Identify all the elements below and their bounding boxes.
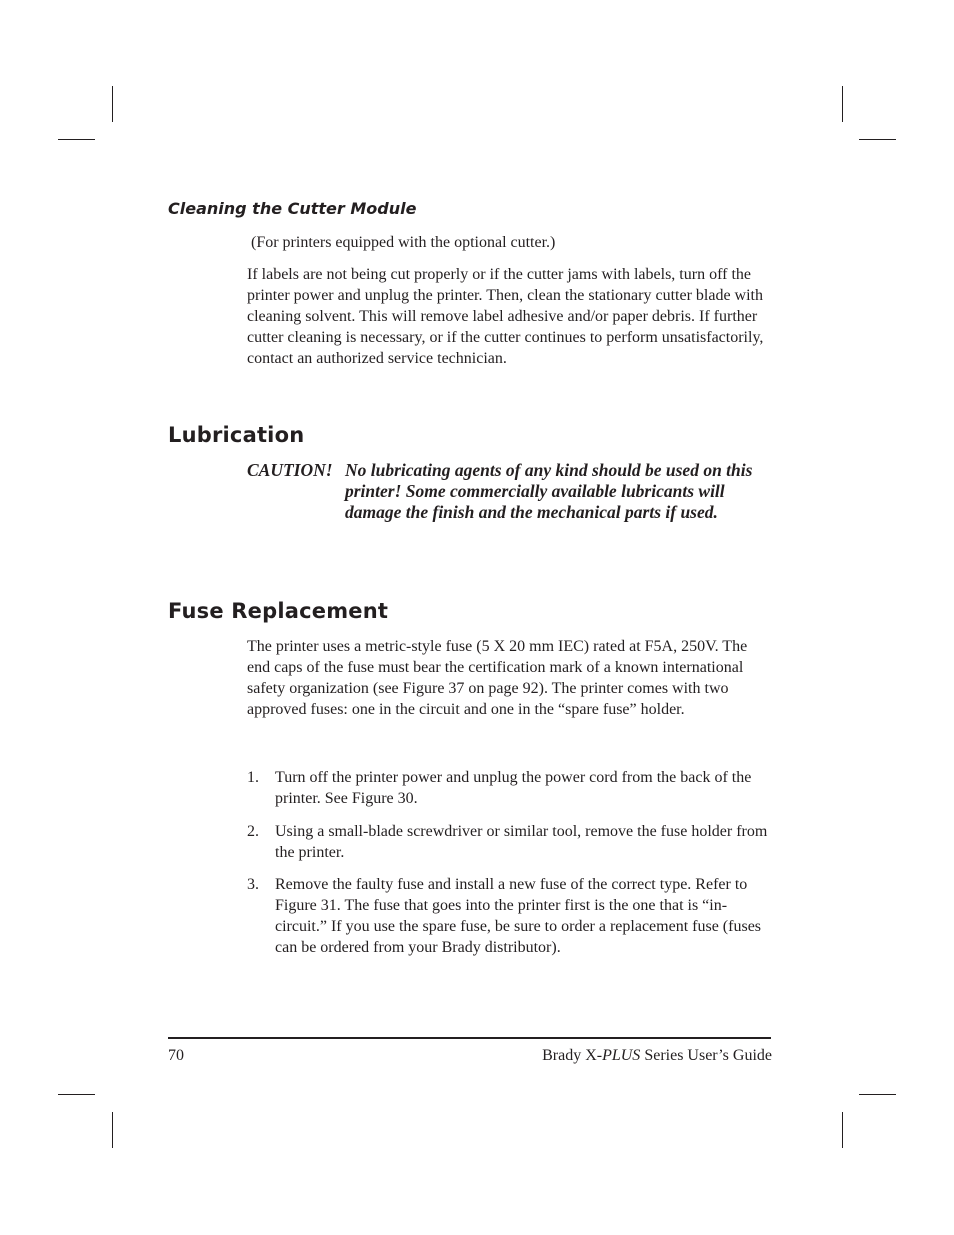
list-item-number: 3.	[247, 876, 259, 893]
guide-title-plus: PLUS	[602, 1047, 641, 1064]
crop-mark-bottom-right-vertical	[842, 1112, 843, 1148]
list-item-text: Remove the faulty fuse and install a new fuse of the correct type. Refer to Figure 31. The fuse that goes into the printer first is the one that is “in-circuit.” If you use the spare fuse, be sure to order a replacement fuse (fuses can be ordered from your Brady distributor).	[275, 876, 762, 956]
crop-mark-top-right-horizontal	[859, 139, 896, 140]
caution-block	[247, 460, 772, 523]
crop-mark-bottom-left-vertical	[112, 1112, 113, 1148]
list-item	[247, 767, 772, 809]
crop-mark-bottom-left-horizontal	[58, 1094, 95, 1095]
cutter-body: If labels are not being cut properly or if the cutter jams with labels, turn off the printer power and unplug the printer. Then, clean the stationary cutter blade with cleaning solvent. This will remove label adhesive and/or paper debris. If further cutter cleaning is necessary, or if the cutter continues to perform unsatisfactorily, contact an authorized service technician.	[247, 266, 764, 367]
guide-title-prefix: Brady X-	[542, 1047, 603, 1064]
caution-label: CAUTION!	[247, 460, 333, 480]
crop-mark-top-right-vertical	[842, 86, 843, 122]
crop-mark-bottom-right-horizontal	[859, 1094, 896, 1095]
list-item	[247, 874, 772, 958]
list-item	[247, 821, 772, 863]
fuse-heading: Fuse Replacement	[168, 599, 389, 623]
cutter-note: (For printers equipped with the optional cutter.)	[247, 234, 556, 251]
caution-text: No lubricating agents of any kind should be used on this printer! Some commercially available lubricants will damage the finish and the mechanical parts if used.	[345, 460, 753, 522]
crop-mark-top-left-horizontal	[58, 139, 95, 140]
cutter-heading: Cleaning the Cutter Module	[168, 199, 417, 218]
guide-title-suffix: Series User’s Guide	[640, 1047, 772, 1064]
list-item-number: 1.	[247, 769, 259, 786]
guide-title	[542, 1045, 772, 1066]
list-item-text: Turn off the printer power and unplug the power cord from the back of the printer. See Figure 30.	[275, 769, 752, 807]
fuse-body: The printer uses a metric-style fuse (5 X 20 mm IEC) rated at F5A, 250V. The end caps of the fuse must bear the certification mark of a known international safety organization (see Figure 37 on page 92). The printer comes with two approved fuses: one in the circuit and one in the “spare fuse” holder.	[247, 638, 748, 718]
list-item-number: 2.	[247, 823, 259, 840]
lubrication-heading: Lubrication	[168, 423, 305, 447]
footer-rule	[168, 1037, 771, 1039]
crop-mark-top-left-vertical	[112, 86, 113, 122]
list-item-text: Using a small-blade screwdriver or similar tool, remove the fuse holder from the printer.	[275, 823, 768, 861]
page-number: 70	[168, 1047, 184, 1064]
